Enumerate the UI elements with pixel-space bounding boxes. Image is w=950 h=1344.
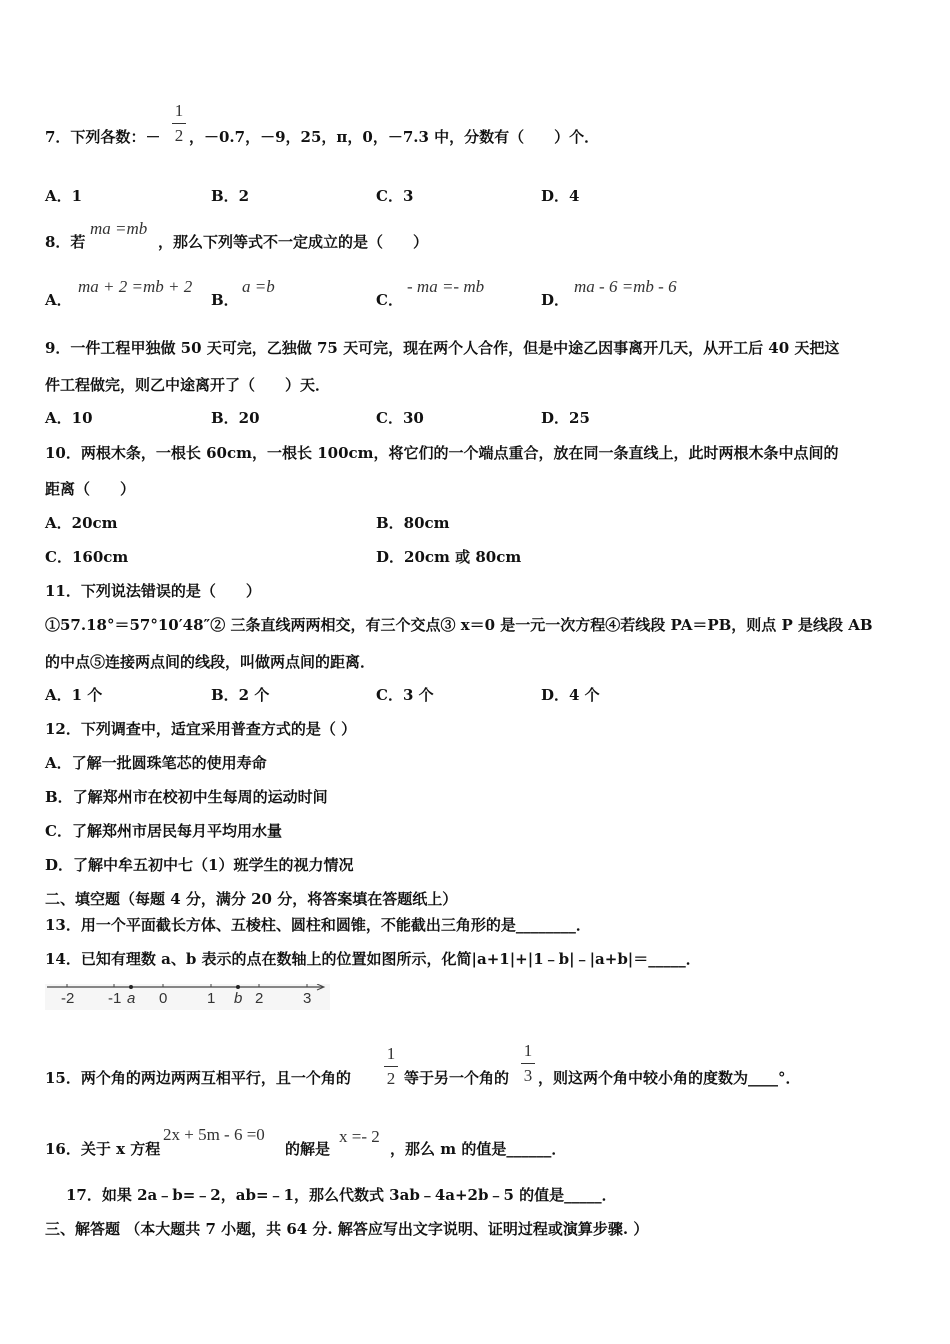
q7-fraction	[172, 101, 186, 146]
point-b-dot	[236, 985, 240, 989]
fraction-numerator: 1	[174, 101, 184, 120]
q11-option-b: B．2 个	[211, 686, 270, 704]
q15-fraction-2	[521, 1041, 535, 1086]
q8-option-a-math: ma + 2 =mb + 2	[78, 277, 193, 296]
q14-text: 14．已知有理数 a、b 表示的点在数轴上的位置如图所示，化简|a+1|+|1﹣b|﹣|a+b|＝_____．	[45, 950, 701, 968]
tick-label: -2	[61, 990, 75, 1007]
tick-label: 2	[255, 990, 264, 1007]
q11-option-a: A．1 个	[45, 686, 103, 704]
q9-line-1: 9．一件工程甲独做 50 天可完，乙独做 75 天可完，现在两个人合作，但是中途乙因事离开几天，从开工后 40 天把这	[45, 339, 840, 357]
fraction-bar	[521, 1063, 535, 1064]
q13: 13．用一个平面截长方体、五棱柱、圆柱和圆锥，不能截出三角形的是________．	[45, 916, 591, 934]
q15-text-middle: 等于另一个角的	[404, 1069, 510, 1087]
section-3-heading: 三、解答题 （本大题共 7 小题，共 64 分. 解答应写出文字说明、证明过程或演算步骤. ）	[45, 1220, 649, 1238]
q8-option-d-label: D．	[541, 291, 570, 309]
q9-option-d: D．25	[541, 409, 590, 427]
q7-option-a: A．1	[45, 187, 83, 205]
q11-line-1: 11．下列说法错误的是（ ）	[45, 582, 261, 600]
q7-option-b: B．2	[211, 187, 250, 205]
q8-option-c-label: C．	[376, 291, 403, 309]
fraction-denominator: 3	[523, 1066, 533, 1085]
point-b-label: b	[234, 990, 243, 1007]
q8-text-start: 8．若	[45, 233, 86, 251]
section-2-heading: 二、填空题（每题 4 分，满分 20 分，将答案填在答题纸上）	[45, 890, 458, 908]
q11-line-2: ①57.18°＝57°10′48″② 三条直线两两相交，有三个交点③ x＝0 是一元一次方程④若线段 PA＝PB，则点 P 是线段 AB	[45, 616, 873, 634]
q11-line-3: 的中点⑤连接两点间的线段，叫做两点间的距离．	[45, 653, 376, 671]
q9-line-2: 件工程做完，则乙中途离开了（ ）天．	[45, 376, 331, 394]
q8-option-b-math: a =b	[242, 277, 275, 296]
fraction-numerator: 1	[386, 1044, 396, 1063]
q8-option-a-label: A．	[45, 291, 72, 309]
q10-option-b: B．80cm	[376, 514, 450, 532]
q10-line-1: 10．两根木条，一根长 60cm，一根长 100cm，将它们的一个端点重合，放在同一条直线上，此时两根木条中点间的	[45, 444, 839, 462]
fraction-denominator: 2	[174, 126, 184, 145]
q16-text-end: ，那么 m 的值是______．	[390, 1140, 567, 1158]
tick-label: 0	[159, 990, 168, 1007]
q9-option-c: C．30	[376, 409, 424, 427]
q7-option-d: D．4	[541, 187, 580, 205]
q10-option-d: D．20cm 或 80cm	[376, 548, 522, 566]
q10-line-2: 距离（ ）	[45, 480, 136, 498]
q7-text-start: 7．下列各数：－	[45, 128, 161, 146]
q15-fraction-1	[384, 1044, 398, 1089]
q10-option-a: A．20cm	[45, 514, 118, 532]
q15-text-start: 15．两个角的两边两两互相平行，且一个角的	[45, 1069, 351, 1087]
fraction-denominator: 2	[386, 1069, 396, 1088]
q12-option-a: A．了解一批圆珠笔芯的使用寿命	[45, 754, 267, 772]
q10-option-c: C．160cm	[45, 548, 129, 566]
q8-option-b-label: B．	[211, 291, 239, 309]
q11-option-c: C．3 个	[376, 686, 434, 704]
q17: 17．如果 2a﹣b=﹣2，ab=﹣1，那么代数式 3ab﹣4a+2b﹣5 的值是_____．	[66, 1186, 617, 1204]
q12-option-b: B．了解郑州市在校初中生每周的运动时间	[45, 788, 328, 806]
number-line-background	[45, 984, 330, 1010]
q15-text-end: ，则这两个角中较小角的度数为____°．	[538, 1069, 801, 1087]
fraction-bar	[384, 1066, 398, 1067]
q16-text-start: 16．关于 x 方程	[45, 1140, 161, 1158]
fraction-numerator: 1	[523, 1041, 533, 1060]
q9-option-a: A．10	[45, 409, 93, 427]
tick-label: -1	[108, 990, 122, 1007]
point-a-dot	[129, 985, 133, 989]
tick-label: 1	[207, 990, 216, 1007]
number-line-figure	[45, 984, 330, 1010]
point-a-label: a	[127, 990, 136, 1007]
q7-text-end: ，－0.7，－9，25，π，0，－7.3 中，分数有（ ）个．	[189, 128, 600, 146]
q16-text-middle: 的解是	[285, 1140, 331, 1158]
q9-option-b: B．20	[211, 409, 260, 427]
q8-text-end: ，那么下列等式不一定成立的是（ ）	[158, 233, 429, 251]
q12-line-1: 12．下列调查中，适宜采用普查方式的是（ ）	[45, 720, 357, 738]
q11-option-d: D．4 个	[541, 686, 600, 704]
q16-equation-math: 2x + 5m - 6 =0	[163, 1125, 265, 1144]
q8-option-d-math: ma - 6 =mb - 6	[574, 277, 677, 296]
q7-option-c: C．3	[376, 187, 414, 205]
tick-label: 3	[303, 990, 312, 1007]
fraction-bar	[172, 123, 186, 124]
q8-option-c-math: - ma =- mb	[407, 277, 485, 296]
q8-condition-math: ma =mb	[90, 219, 148, 238]
q12-option-d: D．了解中牟五初中七（1）班学生的视力情况	[45, 856, 354, 874]
q16-solution-math: x =- 2	[339, 1127, 380, 1146]
q12-option-c: C．了解郑州市居民每月平均用水量	[45, 822, 282, 840]
